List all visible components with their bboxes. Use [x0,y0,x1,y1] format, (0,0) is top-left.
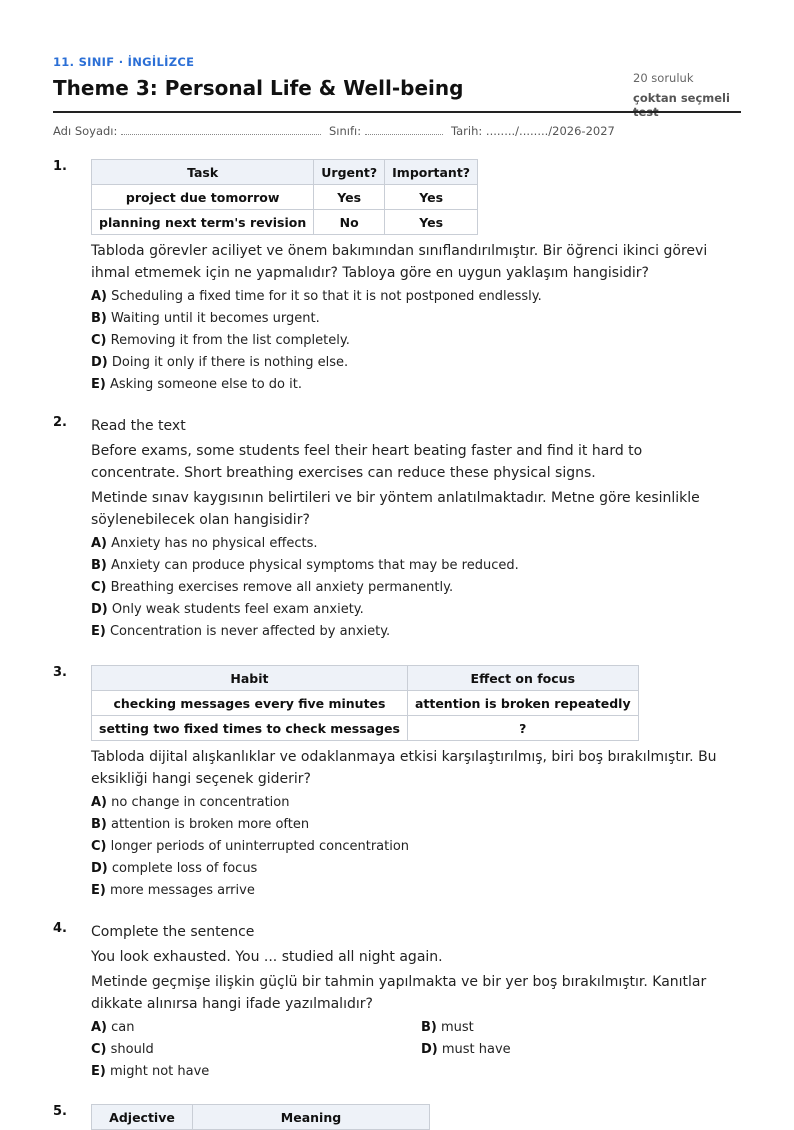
question-intro: Read the text [91,418,186,434]
table-cell: ? [407,716,638,741]
table-cell: setting two fixed times to check messages [92,716,408,741]
options-list [91,792,731,902]
table-cell: Yes [314,185,385,210]
table-row [92,691,639,716]
question-count: 20 soruluk [633,71,694,85]
options-list [91,533,731,643]
option-e[interactable]: E) might not have [91,1064,210,1079]
options-list [91,286,731,396]
question-body [91,159,731,396]
option-d[interactable]: D) complete loss of focus [91,861,258,876]
option-d[interactable]: D) Only weak students feel exam anxiety. [91,602,364,617]
question-stem: Metinde sınav kaygısının belirtileri ve bir yöntem anlatılmaktadır. Metne göre kesinlikle söylenebilecek olan hangisidir? [91,490,700,528]
option-c[interactable]: C) longer periods of uninterrupted concentration [91,839,410,854]
date-field[interactable] [451,124,615,138]
table-cell: No [314,210,385,235]
option-c[interactable]: C) Breathing exercises remove all anxiety permanently. [91,580,454,595]
question-body [91,921,731,1083]
question-number: 1. [53,159,67,174]
options-grid [91,1017,731,1083]
date-label: Tarih: [451,124,483,138]
adjective-table [91,1104,430,1130]
question-number: 4. [53,921,67,936]
name-label: Adı Soyadı: [53,124,118,138]
gap-sentence: You look exhausted. You ... studied all night again. [91,949,443,965]
page-title: Theme 3: Personal Life & Well-being [53,76,464,100]
option-c[interactable]: C) should [91,1042,154,1057]
table-header: Important? [385,160,478,185]
class-field[interactable] [329,124,443,138]
table-header: Urgent? [314,160,385,185]
task-table [91,159,478,235]
table-header: Adjective [92,1105,193,1130]
name-field[interactable] [53,124,321,138]
option-d[interactable]: D) Doing it only if there is nothing else. [91,355,349,370]
question-number: 2. [53,415,67,430]
reading-passage: Before exams, some students feel their heart beating faster and find it hard to concentrate. Short breathing exercises can reduce these physical signs. [91,443,643,481]
option-e[interactable]: E) more messages arrive [91,883,255,898]
table-row [92,210,478,235]
question-body [91,665,731,902]
option-a[interactable]: A) no change in concentration [91,795,290,810]
class-blank[interactable] [365,125,443,135]
habit-table [91,665,639,741]
table-header: Habit [92,666,408,691]
table-row [92,185,478,210]
option-e[interactable]: E) Concentration is never affected by anxiety. [91,624,391,639]
table-header: Meaning [193,1105,430,1130]
table-header: Task [92,160,314,185]
table-cell: attention is broken repeatedly [407,691,638,716]
question-body [91,1104,731,1130]
grade-subject-label: 11. SINIF · İNGİLİZCE [53,55,195,69]
name-blank[interactable] [121,125,321,135]
date-value: ......../......../2026-2027 [485,124,615,138]
question-stem: Metinde geçmişe ilişkin güçlü bir tahmin yapılmakta ve bir yer boş bırakılmıştır. Kanıtlar dikkate alınırsa hangi ifade yazılmalıdır? [91,974,707,1012]
option-a[interactable]: A) can [91,1020,135,1035]
test-type: çoktan seçmeli [633,91,730,105]
question-stem: Tabloda dijital alışkanlıklar ve odaklanmaya etkisi karşılaştırılmış, biri boş bırakılmıştır. Bu eksikliği hangi seçenek giderir? [91,749,717,787]
table-cell: checking messages every five minutes [92,691,408,716]
question-stem: Tabloda görevler aciliyet ve önem bakımından sınıflandırılmıştır. Bir öğrenci ikinci görevi ihmal etmemek için ne yapmalıdır? Tabloya göre en uygun yaklaşım hangisidir? [91,243,708,281]
option-c[interactable]: C) Removing it from the list completely. [91,333,350,348]
question-body [91,415,731,643]
table-cell: Yes [385,210,478,235]
table-row [92,716,639,741]
question-number: 3. [53,665,67,680]
table-cell: project due tomorrow [92,185,314,210]
option-a[interactable]: A) Anxiety has no physical effects. [91,536,318,551]
option-e[interactable]: E) Asking someone else to do it. [91,377,302,392]
table-cell: planning next term's revision [92,210,314,235]
class-label: Sınıfı: [329,124,362,138]
option-b[interactable]: B) Anxiety can produce physical symptoms that may be reduced. [91,558,519,573]
option-b[interactable]: B) attention is broken more often [91,817,310,832]
table-header: Effect on focus [407,666,638,691]
question-intro: Complete the sentence [91,924,255,940]
header-divider [53,111,741,113]
question-number: 5. [53,1104,67,1119]
option-a[interactable]: A) Scheduling a fixed time for it so that it is not postponed endlessly. [91,289,542,304]
option-b[interactable]: B) must [421,1020,474,1035]
table-cell: Yes [385,185,478,210]
option-d[interactable]: D) must have [421,1042,511,1057]
option-b[interactable]: B) Waiting until it becomes urgent. [91,311,320,326]
